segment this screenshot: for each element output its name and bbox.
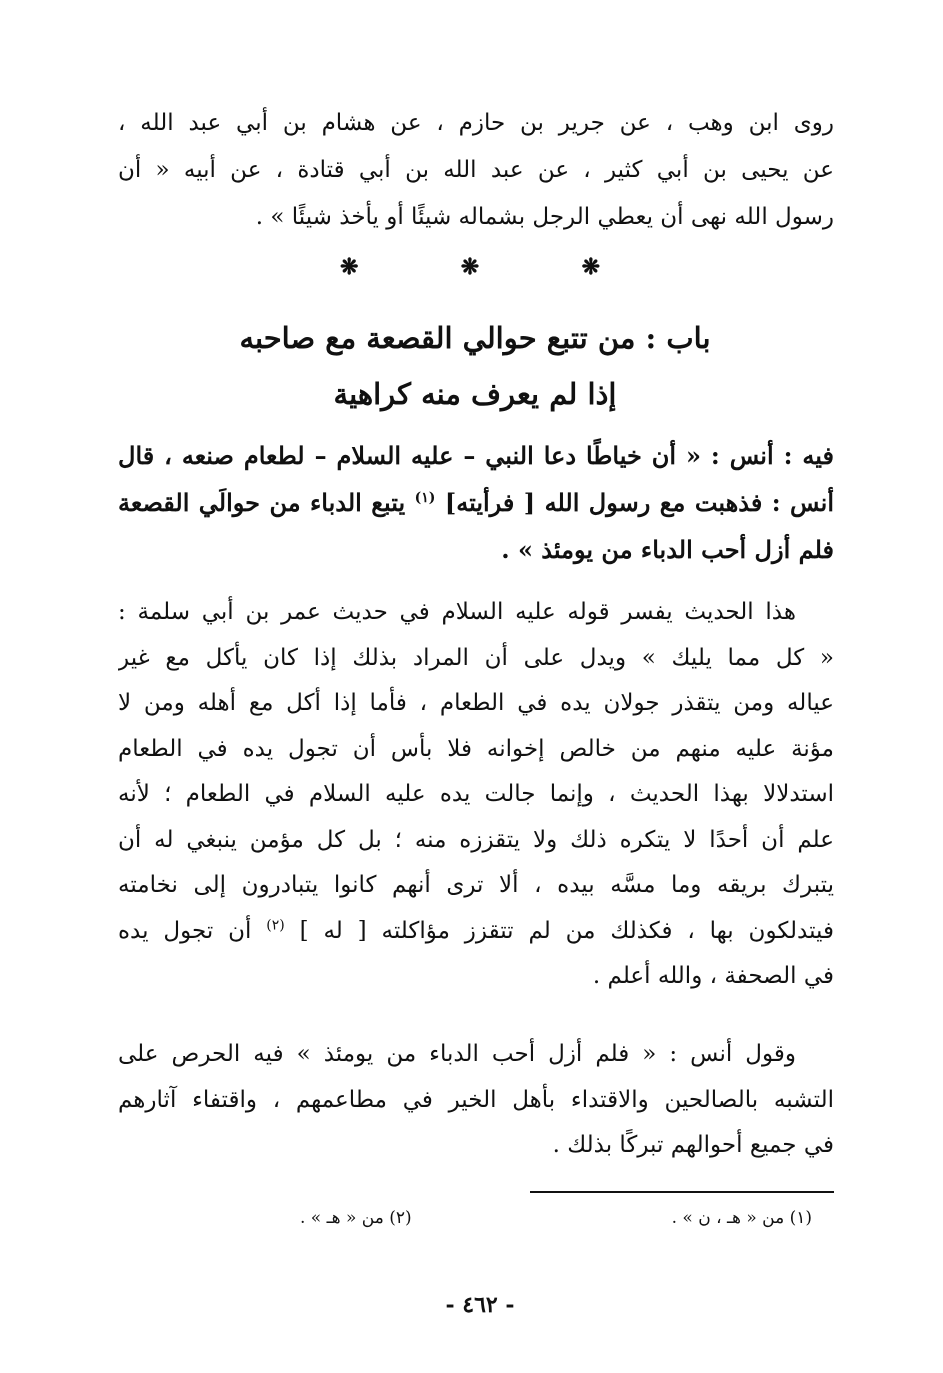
commentary-line: في جميع أحوالهم تبركًا بذلك . xyxy=(552,1132,834,1158)
commentary-line: وقول أنس : « فلم أزل أحب الدباء من يومئذ » فيه الحرص على xyxy=(118,1041,796,1067)
commentary-line: في الصحفة ، والله أعلم . xyxy=(592,963,834,989)
chapter-title-line: باب : من تتبع حوالي القصعة مع صاحبه xyxy=(239,321,711,355)
intro-line: رسول الله نهى أن يعطي الرجل بشماله شيئًا أو يأخذ شيئًا » . xyxy=(255,204,834,230)
commentary-line: عياله ومن يتقذر جولان يده في الطعام ، فأما إذا أكل مع أهله ومن لا xyxy=(118,690,834,716)
hadith-line: فيه : أنس : « أن خياطًا دعا النبي – عليه السلام – لطعام صنعه ، قال xyxy=(118,441,834,470)
separator-star: ❋ xyxy=(581,254,600,280)
footnote-1: (١) من « هـ ، ن » . xyxy=(671,1208,812,1228)
commentary-line xyxy=(118,909,834,955)
chapter-heading xyxy=(150,310,800,422)
intro-line: روى ابن وهب ، عن جرير بن حازم ، عن هشام بن أبي عبد الله ، xyxy=(118,110,834,136)
intro-line: عن يحيى بن أبي كثير ، عن عبد الله بن أبي قتادة ، عن أبيه « أن xyxy=(118,157,834,183)
separator-star: ❋ xyxy=(460,254,480,280)
hadith-text: يتبع الدباء من حوالَي القصعة xyxy=(118,488,415,517)
commentary-line: يتبرك بريقه وما مسَّه بيده ، ألا ترى أنهم كانوا يتبادرون إلى نخامته xyxy=(118,872,834,898)
commentary-line: استدلالا بهذا الحديث ، وإنما جالت يده عليه السلام في الطعام ؛ لأنه xyxy=(118,781,834,807)
hadith-text: أنس : فذهبت مع رسول الله [ فرأيته] xyxy=(444,488,834,517)
commentary-line: علم أن أحدًا لا يتكره ذلك ولا يتقززه منه ؛ بل كل مؤمن ينبغي له أن xyxy=(118,826,834,853)
commentary-line: هذا الحديث يفسر قوله عليه السلام في حديث عمر بن أبي سلمة : xyxy=(118,599,796,625)
footnote-ref: (٢) xyxy=(266,916,285,933)
chapter-title-line: إذا لم يعرف منه كراهية xyxy=(333,377,617,411)
footnote-2: (٢) من « هـ » . xyxy=(300,1208,412,1228)
hadith-line: فلم أزل أحب الدباء من يومئذ » . xyxy=(501,535,834,564)
footnote-divider xyxy=(530,1191,834,1193)
commentary-text: فيتدلكون بها ، فكذلك من لم تتقزز مؤاكلته [ له ] xyxy=(299,917,834,944)
intro-paragraph xyxy=(118,100,834,241)
separator-star: ❋ xyxy=(340,254,359,280)
footnotes xyxy=(300,1208,812,1228)
hadith-paragraph xyxy=(118,432,834,573)
page-number: - ٤٦٢ - xyxy=(445,1292,515,1318)
footnote-ref: (١) xyxy=(414,490,436,506)
commentary-paragraph-2 xyxy=(118,1032,834,1169)
section-separator xyxy=(340,254,600,280)
commentary-line: مؤنة عليه منهم من خالص إخوانه فلا بأس أن تجول يده في الطعام xyxy=(118,735,834,762)
commentary-text: أن تجول يده xyxy=(118,917,267,944)
hadith-line xyxy=(118,479,834,526)
commentary-line: « كل مما يليك » ويدل على أن المراد بذلك إذا كان يأكل مع غير xyxy=(118,644,834,671)
commentary-line: التشبه بالصالحين والاقتداء بأهل الخير في مطاعمهم ، واقتفاء آثارهم xyxy=(118,1086,834,1113)
commentary-paragraph xyxy=(118,590,834,1000)
